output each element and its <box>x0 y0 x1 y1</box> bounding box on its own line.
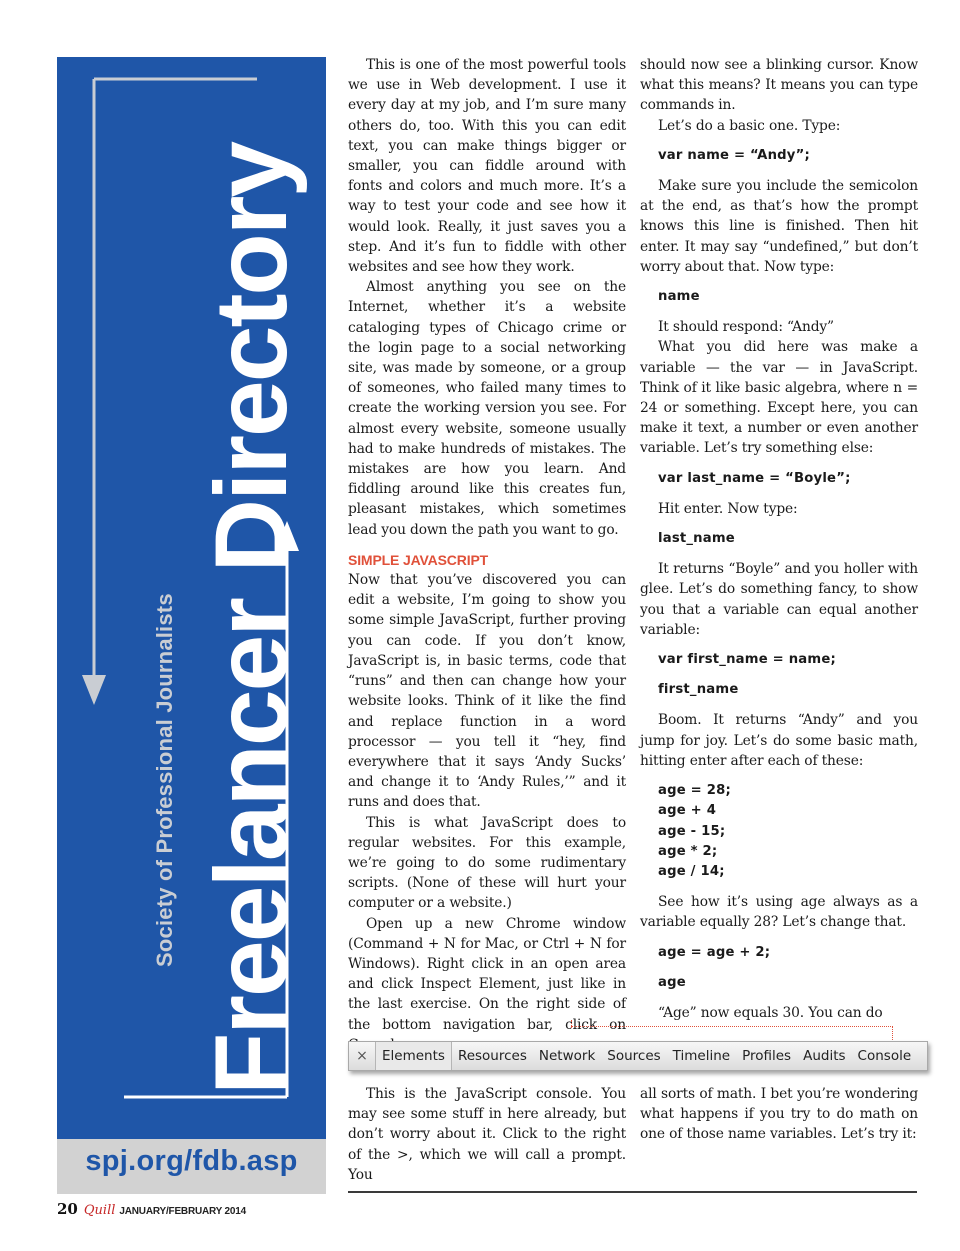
tab-network[interactable]: Network <box>538 1048 596 1064</box>
article-column-1 <box>348 55 626 1055</box>
code-line: var first_name = name; <box>658 652 836 668</box>
devtools-tab-bar <box>348 1041 928 1071</box>
tab-sources[interactable]: Sources <box>607 1048 661 1064</box>
close-icon[interactable]: × <box>356 1048 368 1064</box>
tab-profiles[interactable]: Profiles <box>742 1048 792 1064</box>
ad-society-name: Society of Professional Journalists <box>152 593 177 967</box>
code-line: first_name <box>658 682 739 698</box>
paragraph: It returns “Boyle” and you holler with glee. Let’s do something fancy, to show you that a variable can equal another variable: <box>640 561 918 638</box>
freelancer-directory-ad <box>57 57 357 1194</box>
page-footer <box>57 1200 246 1218</box>
paragraph: “Age” now equals 30. You can do <box>658 1004 883 1021</box>
tab-resources[interactable]: Resources <box>457 1048 527 1064</box>
paragraph: What you did here was make a variable — the var — in JavaScript. Think of it like basic algebra, where n = 24 or something. Except here, you can make it text, a number or even another variable. Let’s try something else: <box>640 339 918 457</box>
paragraph: Hit enter. Now type: <box>658 500 798 517</box>
paragraph: all sorts of math. I bet you’re wondering what happens if you try to do math on one of those name variables. Let’s try it: <box>640 1086 918 1143</box>
tab-console[interactable]: Console <box>857 1048 912 1064</box>
issue-date: JANUARY/FEBRUARY 2014 <box>119 1206 246 1217</box>
code-line: last_name <box>658 531 735 547</box>
paragraph: Almost anything you see on the Internet, whether it’s a website cataloging types of Chicago crime or the login page to a social networking site, was made by someone, or a group of someones, who failed many times to create the working version you see. For almost every website, someone usually had to make hundreds of mistakes. The mistakes are how you learn. And fiddling around like this creates fun, pleasant mistakes, which sometimes lead you down the path you want to go. <box>348 279 626 538</box>
ad-title: Freelancer Directory <box>194 142 308 1095</box>
paragraph: should now see a blinking cursor. Know what this means? It means you can type commands in. <box>640 57 918 114</box>
paragraph: This is what JavaScript does to regular websites. For this example, we’re going to do some rudimentary scripts. (None of these will hurt your computer or a website.) <box>348 814 626 912</box>
paragraph: Now that you’ve discovered you can edit a website, I’m going to show you some simple JavaScript, further proving you can code. If you don’t know, JavaScript is, in basic terms, code that “runs” and then can change how your website looks. Think of it like the find and replace function in a word processor — you tell it “hey, find everywhere that it says ‘Andy Sucks’ and change it to ‘Andy Rules,’” and it runs and does that. <box>348 572 626 811</box>
paragraph: Let’s do a basic one. Type: <box>658 117 841 134</box>
paragraph: Make sure you include the semicolon at the end, as that’s how the prompt knows this line is finished. Then hit enter. It may say “undefined,” but don’t worry about that. Now type: <box>640 178 918 275</box>
article-column-2 <box>640 55 918 1023</box>
tab-timeline[interactable]: Timeline <box>672 1048 731 1064</box>
article-column-3 <box>348 1084 626 1185</box>
code-line: var last_name = “Boyle”; <box>658 470 851 486</box>
paragraph: It should respond: “Andy” <box>658 319 834 336</box>
console-highlight-line <box>571 1026 893 1042</box>
magazine-logo: Quill <box>83 1203 116 1218</box>
paragraph: See how it’s using age always as a variable equally 28? Let’s change that. <box>640 894 918 931</box>
code-line: age - 15; <box>658 823 726 839</box>
section-subhead: SIMPLE JAVASCRIPT <box>348 551 489 568</box>
code-line: name <box>658 289 700 305</box>
code-line: age = age + 2; <box>658 944 771 960</box>
paragraph: This is the JavaScript console. You may see some stuff in here already, but don’t worry about it. Click to the right of the >, which we will call a prompt. You <box>348 1086 626 1183</box>
code-line: age + 4 <box>658 803 717 819</box>
code-line: age * 2; <box>658 843 718 859</box>
code-line: age / 14; <box>658 863 725 879</box>
ad-blue-panel <box>57 57 357 1139</box>
page-number: 20 <box>57 1200 78 1218</box>
tab-elements[interactable]: Elements <box>375 1042 452 1070</box>
paragraph: Boom. It returns “Andy” and you jump for joy. Let’s do some basic math, hitting enter after each of these: <box>640 712 918 769</box>
code-line: age <box>658 974 686 990</box>
paragraph: This is one of the most powerful tools we use in Web development. I use it every day at my job, and I’m sure many others do, too. With this you can edit text, you can make things bigger or smaller, you can fiddle around with fonts and colors and much more. It’s a way to test your code and see how it would look. Really, it just saves you a step. And it’s fun to fiddle with other websites and see how they work. <box>348 57 626 276</box>
bottom-rule <box>348 1191 917 1193</box>
article-column-4 <box>640 1084 918 1145</box>
ad-url-link[interactable]: spj.org/fdb.asp <box>85 1145 298 1177</box>
code-line: age = 28; <box>658 783 731 799</box>
tab-audits[interactable]: Audits <box>803 1048 846 1064</box>
ad-tagline: Where editors and freelancers meet. <box>331 184 357 565</box>
code-line: var name = “Andy”; <box>658 147 810 163</box>
paragraph: Open up a new Chrome window (Command + N for Mac, or Ctrl + N for Windows). Right click in an open area and click Inspect Element, just like in the last exercise. On the right side of the bottom navigation bar, click on <box>348 915 626 1033</box>
